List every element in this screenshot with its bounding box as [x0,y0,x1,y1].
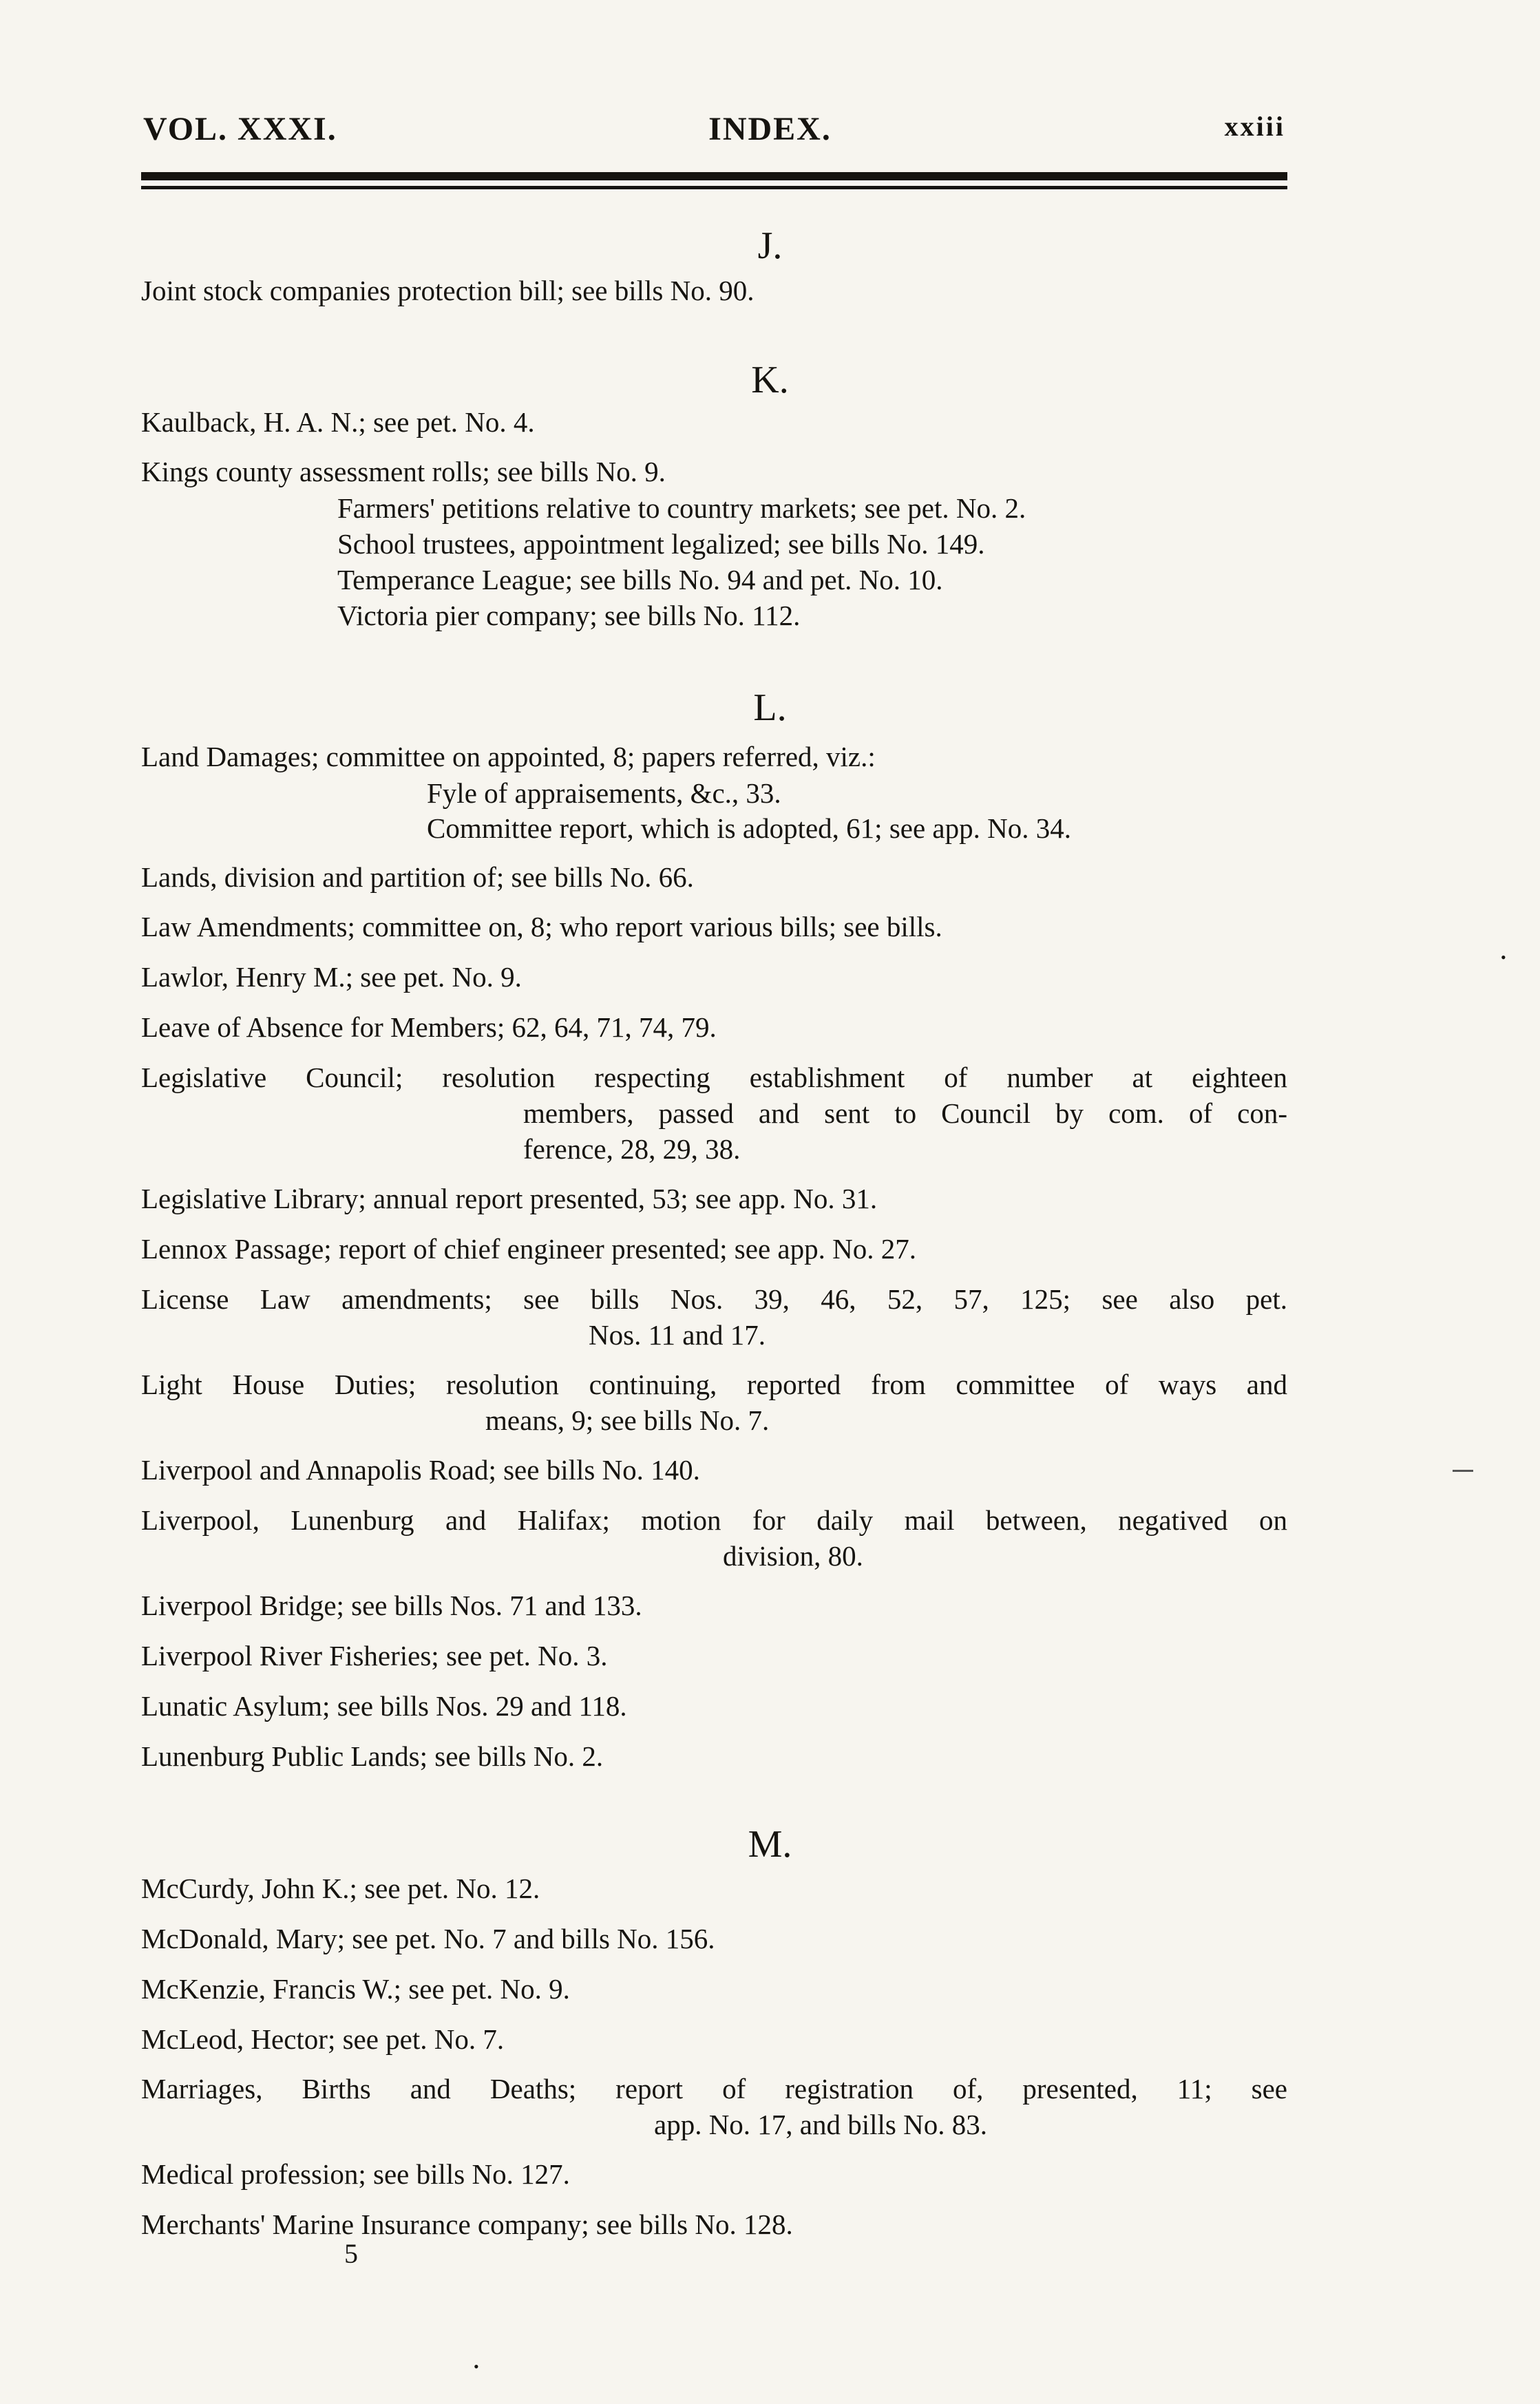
index-entry: McCurdy, John K.; see pet. No. 12. [141,1873,540,1904]
index-entry: Lunenburg Public Lands; see bills No. 2. [141,1740,604,1772]
section-letter-j: J. [757,224,783,267]
index-entry: Liverpool, Lunenburg and Halifax; motion for daily mail between, negatived on [141,1504,1287,1536]
ink-dash [1453,1470,1473,1472]
index-entry-continuation: ference, 28, 29, 38. [523,1133,741,1165]
index-entry: Land Damages; committee on appointed, 8; papers referred, viz.: [141,741,876,772]
ink-speck: • [474,2358,479,2375]
index-entry: Light House Duties; resolution continuing, reported from committee of ways and [141,1369,1287,1400]
volume-header: VOL. XXXI. [143,111,337,147]
index-entry: Leave of Absence for Members; 62, 64, 71, 74, 79. [141,1011,717,1043]
index-subentry: School trustees, appointment legalized; see bills No. 149. [337,528,985,560]
index-entry: Lunatic Asylum; see bills Nos. 29 and 118. [141,1690,627,1722]
index-entry: Liverpool and Annapolis Road; see bills No. 140. [141,1454,700,1486]
page-number-header: xxiii [1224,111,1285,142]
index-entry: Kings county assessment rolls; see bills No. 9. [141,456,666,487]
index-entry: Medical profession; see bills No. 127. [141,2158,570,2190]
index-entry-continuation: members, passed and sent to Council by com. of con- [523,1097,1287,1129]
index-entry: Lawlor, Henry M.; see pet. No. 9. [141,961,522,993]
index-entry: Law Amendments; committee on, 8; who report various bills; see bills. [141,911,942,942]
index-entry-continuation: Nos. 11 and 17. [589,1319,766,1351]
index-header: INDEX. [708,111,832,147]
index-entry: Marriages, Births and Deaths; report of registration of, presented, 11; see [141,2073,1287,2105]
section-letter-k: K. [751,359,789,401]
header-rule-thin [141,186,1287,189]
index-entry: Liverpool Bridge; see bills Nos. 71 and 133. [141,1590,642,1621]
index-entry: Lands, division and partition of; see bills No. 66. [141,861,694,893]
index-subentry: Fyle of appraisements, &c., 33. [427,777,781,809]
index-entry: Legislative Library; annual report presented, 53; see app. No. 31. [141,1183,878,1214]
index-subentry: Farmers' petitions relative to country markets; see pet. No. 2. [337,492,1026,524]
index-subentry: Committee report, which is adopted, 61; see app. No. 34. [427,812,1071,844]
index-entry-continuation: division, 80. [723,1540,863,1572]
index-entry: Liverpool River Fisheries; see pet. No. 3. [141,1640,608,1672]
ink-speck: • [1501,949,1506,966]
index-entry: Legislative Council; resolution respecting establishment of number at eighteen [141,1062,1287,1093]
index-entry: Merchants' Marine Insurance company; see bills No. 128. [141,2208,793,2240]
index-entry-continuation: means, 9; see bills No. 7. [485,1404,770,1436]
index-subentry: Victoria pier company; see bills No. 112. [337,600,801,631]
index-entry: Kaulback, H. A. N.; see pet. No. 4. [141,406,535,438]
index-subentry: Temperance League; see bills No. 94 and pet. No. 10. [337,564,943,595]
index-entry: McLeod, Hector; see pet. No. 7. [141,2023,505,2055]
index-entry: McDonald, Mary; see pet. No. 7 and bills No. 156. [141,1923,715,1954]
index-entry: Joint stock companies protection bill; see bills No. 90. [141,275,755,306]
index-entry: Lennox Passage; report of chief engineer presented; see app. No. 27. [141,1233,916,1265]
index-entry: McKenzie, Francis W.; see pet. No. 9. [141,1973,570,2005]
section-letter-m: M. [748,1823,792,1866]
signature-mark: 5 [344,2238,358,2269]
header-rule-thick [141,172,1287,180]
section-letter-l: L. [753,686,787,729]
index-entry: License Law amendments; see bills Nos. 39, 46, 52, 57, 125; see also pet. [141,1283,1287,1315]
index-entry-continuation: app. No. 17, and bills No. 83. [654,2109,987,2140]
